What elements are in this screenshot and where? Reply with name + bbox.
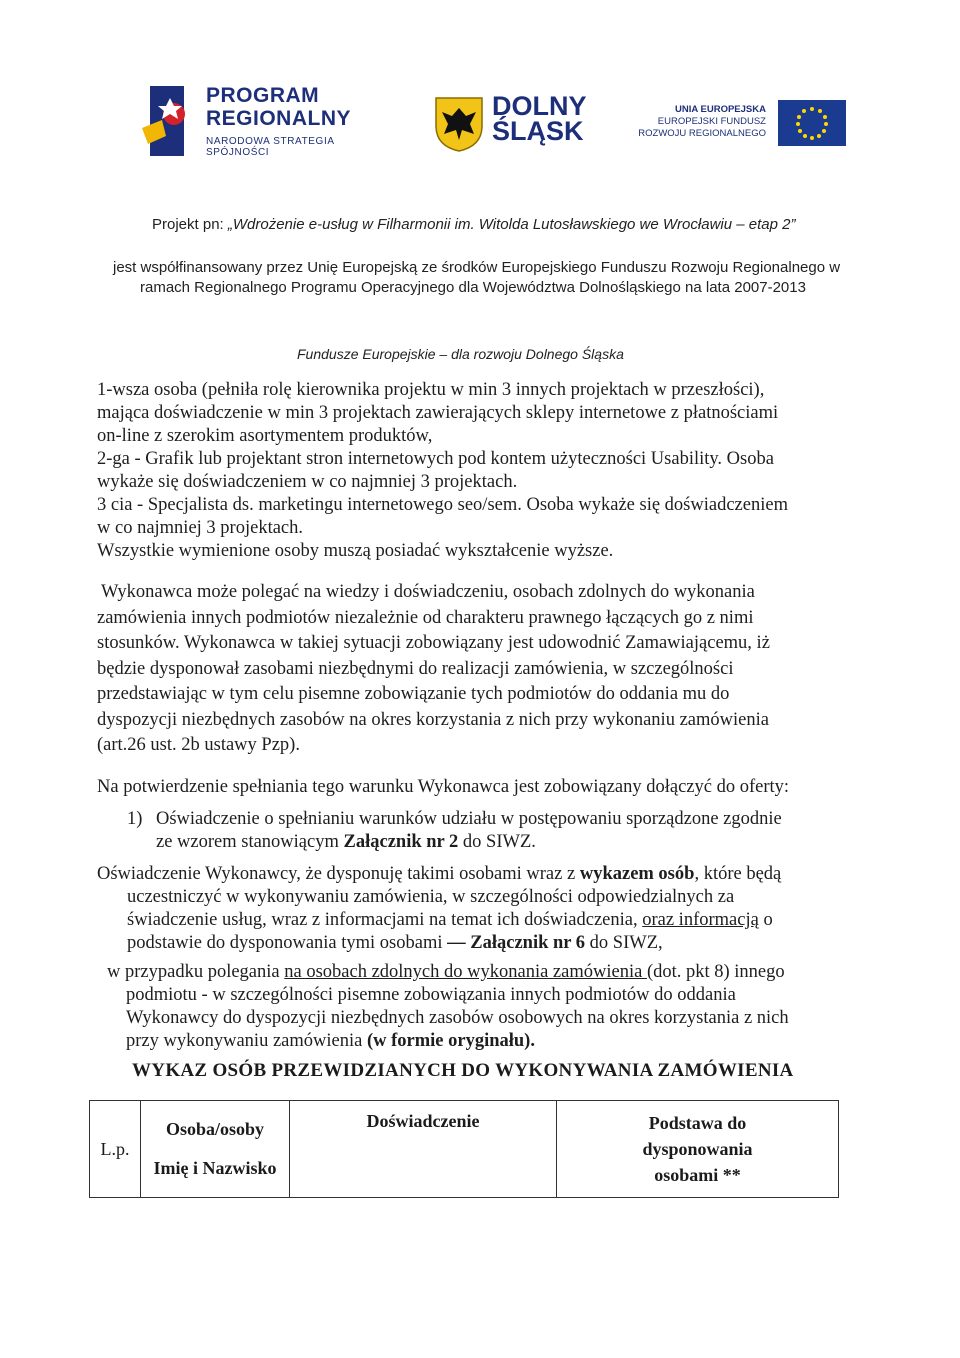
oswiadczenie-block: [97, 863, 781, 955]
table-header-row: [90, 1101, 839, 1198]
osw-text: świadczenie usług, wraz z informacjami na temat ich doświadczenia,: [127, 910, 643, 930]
przyp-text: w przypadku polegania: [107, 962, 285, 982]
confirmation-intro: Na potwierdzenie spełniania tego warunku Wykonawca jest zobowiązany dołączyć do oferty:: [97, 777, 790, 797]
col-podstawa-line2: dysponowania: [642, 1139, 753, 1159]
osw-text: o: [758, 910, 773, 930]
col-doswiadczenie-header: Doświadczenie: [290, 1101, 557, 1198]
eu-flag-icon: [778, 100, 846, 146]
program-regionalny-emblem: [140, 84, 202, 160]
program-regionalny-logo: [140, 84, 400, 164]
eu-line1: UNIA EUROPEJSKA: [675, 104, 766, 115]
osw-line2: uczestniczyć w wykonywaniu zamówienia, w szczególności odpowiedzialnych za: [127, 887, 735, 907]
osw-line3: [97, 909, 781, 932]
item1-text: ze wzorem stanowiącym: [156, 832, 344, 852]
col-osoba-line2: Imię i Nazwisko: [153, 1158, 277, 1178]
project-line: [152, 216, 795, 233]
zalacznik-2-ref: Załącznik nr 2: [343, 832, 459, 852]
slogan: Fundusze Europejskie – dla rozwoju Dolnego Śląska: [297, 346, 624, 362]
cofinance-line-2: ramach Regionalnego Programu Operacyjnego dla Województwa Dolnośląskiego na lata 2007-2013: [140, 279, 806, 296]
przyp-text: (dot. pkt 8) innego: [646, 962, 785, 982]
przyp-text: przy wykonywaniu zamówienia: [126, 1031, 367, 1051]
requirement-line: w co najmniej 3 projektach.: [97, 518, 304, 538]
program-title: [206, 84, 351, 130]
cofinance-line-1: jest współfinansowany przez Unię Europejską ze środków Europejskiego Funduszu Rozwoju Regionalnego w: [113, 259, 841, 276]
dolny-slask-text: [492, 91, 587, 146]
project-name: „Wdrożenie e-usług w Filharmonii im. Witolda Lutosławskiego we Wrocławiu – etap 2”: [227, 216, 796, 233]
item1-text-end: do SIWZ.: [458, 832, 536, 852]
col-osoba-header: [141, 1101, 290, 1198]
confirmation-item1-num: 1): [127, 809, 143, 829]
oraz-informacja-text: oraz informacją: [642, 910, 759, 930]
requirement-line: 3 cia - Specjalista ds. marketingu internetowego seo/sem. Osoba wykaże się doświadczeniem: [97, 495, 788, 515]
przyp-line2: podmiotu - w szczególności pisemne zobowiązania innych podmiotów do oddania: [126, 985, 736, 1005]
col-osoba-line1: Osoba/osoby: [165, 1119, 265, 1139]
program-line1: PROGRAM: [206, 84, 320, 107]
osw-text: do SIWZ,: [585, 933, 663, 953]
paragraph-line: (art.26 ust. 2b ustawy Pzp).: [97, 735, 300, 755]
paragraph-line: zamówienia innych podmiotów niezależnie od charakteru prawnego łączących go z nimi: [97, 607, 754, 628]
col-lp-header: L.p.: [90, 1101, 141, 1198]
forma-oryginalu-text: (w formie oryginału).: [366, 1031, 535, 1051]
eagle-shield-icon: [434, 96, 484, 152]
przyp-line3: Wykonawcy do dyspozycji niezbędnych zasobów osobowych na okres korzystania z nich: [126, 1008, 789, 1028]
eu-line3: ROZWOJU REGIONALNEGO: [638, 128, 766, 139]
dolny-line1: DOLNY: [492, 91, 587, 121]
program-subtitle: NARODOWA STRATEGIA SPÓJNOŚCI: [206, 136, 335, 158]
paragraph-line: będzie dysponował zasobami niezbędnymi do realizacji zamówienia, w szczególności: [97, 658, 734, 679]
wykonawca-paragraph: [97, 580, 770, 759]
program-line2: REGIONALNY: [206, 107, 352, 130]
confirmation-item1: [156, 808, 782, 854]
osw-text: podstawie do dysponowania tymi osobami: [127, 933, 448, 953]
wykaz-title: WYKAZ OSÓB PRZEWIDZIANYCH DO WYKONYWANIA ZAMÓWIENIA: [132, 1060, 794, 1081]
eu-text: [638, 104, 766, 140]
osw-line4: [97, 932, 781, 955]
wykaz-osob-ref: wykazem osób: [579, 864, 695, 884]
osw-line1: [97, 863, 781, 886]
requirement-line: wykaże się doświadczeniem w co najmniej 3 projektach.: [97, 472, 518, 492]
col-podstawa-line3: osobami **: [654, 1165, 741, 1185]
dolny-line2: ŚLĄSK: [492, 116, 584, 146]
project-label: Projekt pn:: [152, 216, 228, 233]
paragraph-line: przedstawiając w tym celu pisemne zobowiązanie tych podmiotów do oddania mu do: [97, 684, 730, 704]
eu-line2: EUROPEJSKI FUNDUSZ: [657, 116, 766, 127]
przyp-line1: [107, 961, 789, 984]
item1-line2: [156, 831, 782, 854]
przypadek-block: [107, 961, 789, 1053]
dolny-slask-logo: [434, 91, 604, 156]
requirement-line: mająca doświadczenie w min 3 projektach zawierających sklepy internetowe z płatnościami: [97, 403, 779, 423]
na-osobach-text: na osobach zdolnych do wykonania zamówienia: [284, 962, 647, 982]
col-podstawa-header: [557, 1101, 839, 1198]
osw-text: Oświadczenie Wykonawcy, że dysponuję takimi osobami wraz z: [97, 864, 580, 884]
wykaz-table: [89, 1100, 839, 1198]
requirement-line: on-line z szerokim asortymentem produktów,: [97, 426, 433, 446]
paragraph-line: dyspozycji niezbędnych zasobów na okres korzystania z nich przy wykonaniu zamówienia: [97, 709, 769, 730]
requirement-line: Wszystkie wymienione osoby muszą posiadać wykształcenie wyższe.: [97, 541, 614, 561]
paragraph-line: stosunków. Wykonawca w takiej sytuacji zobowiązany jest udowodnić Zamawiającemu, iż: [97, 633, 770, 653]
requirement-line: 2-ga - Grafik lub projektant stron internetowych pod kontem użyteczności Usability. Osoba: [97, 449, 774, 469]
paragraph-line: Wykonawca może polegać na wiedzy i doświadczeniu, osobach zdolnych do wykonania: [101, 582, 755, 602]
requirements-block: [97, 379, 788, 563]
zalacznik-6-ref: — Załącznik nr 6: [447, 933, 586, 953]
osw-text: , które będą: [694, 864, 782, 884]
przyp-line4: [107, 1030, 789, 1053]
item1-line1: Oświadczenie o spełnianiu warunków udziału w postępowaniu sporządzone zgodnie: [156, 809, 782, 829]
eu-logo: [640, 100, 850, 150]
col-podstawa-line1: Podstawa do: [648, 1113, 747, 1133]
requirement-line: 1-wsza osoba (pełniła rolę kierownika projektu w min 3 innych projektach w przeszłości),: [97, 380, 765, 400]
